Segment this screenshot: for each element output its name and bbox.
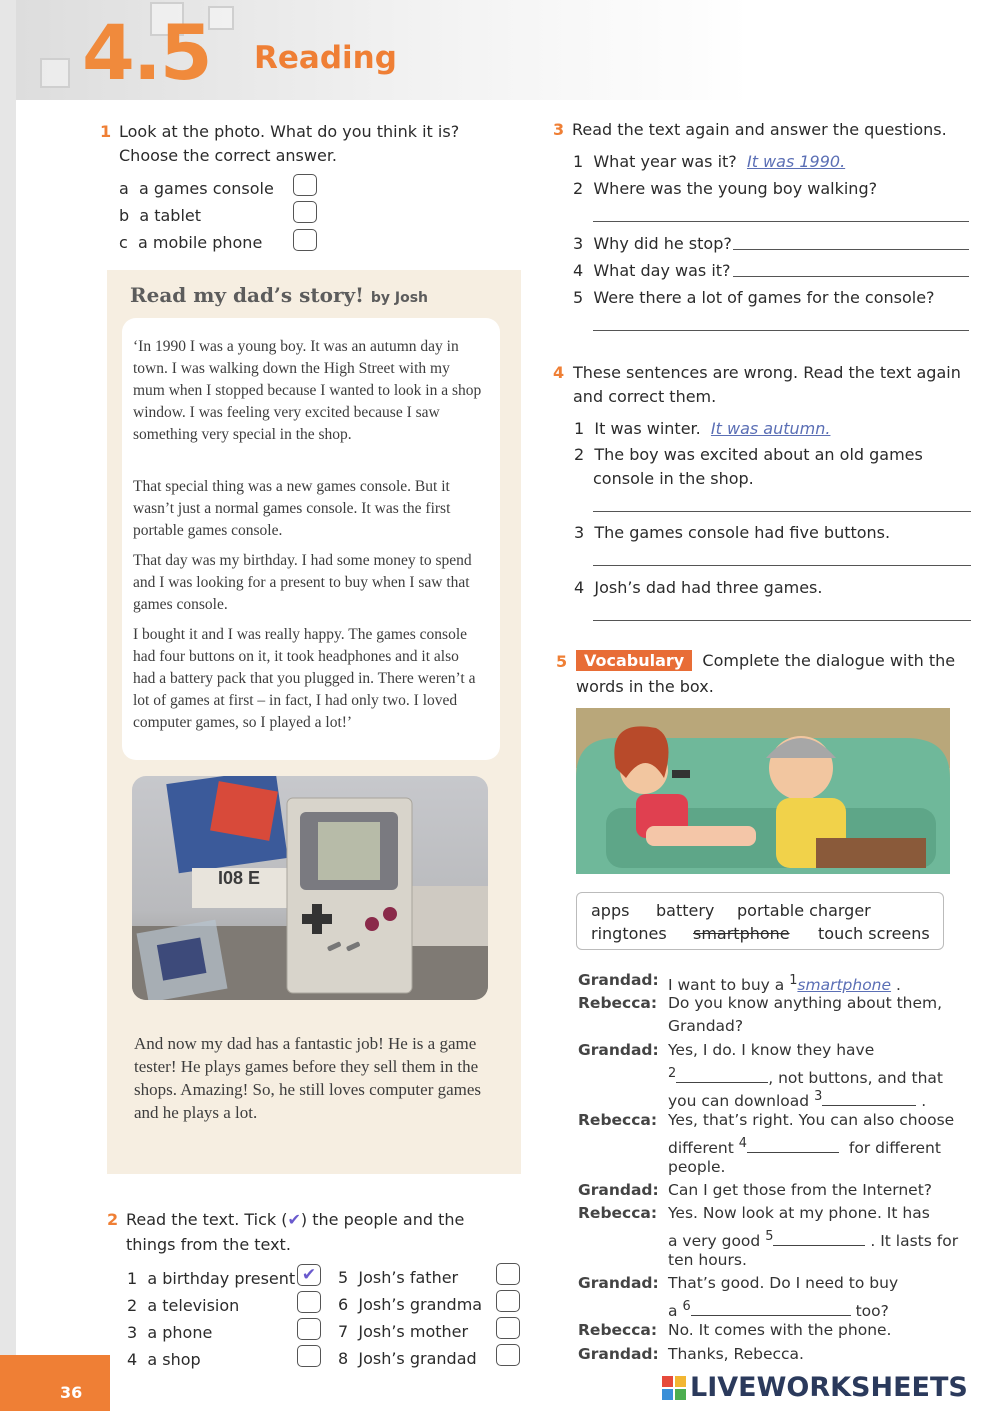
- speaker: Rebecca:: [578, 1111, 658, 1129]
- dialogue-line-3a: Yes, I do. I know they have: [668, 1041, 875, 1059]
- q4-answer-line-4[interactable]: [593, 620, 971, 621]
- q4-number: 4: [553, 363, 565, 382]
- q5-number: 5: [556, 652, 568, 671]
- q2-item-8: 8 Josh’s grandad: [338, 1349, 477, 1368]
- dialogue-line-8: No. It comes with the phone.: [668, 1321, 892, 1339]
- word-apps: apps: [591, 901, 630, 920]
- q1-prompt-2: Choose the correct answer.: [119, 146, 338, 165]
- speaker: Rebecca:: [578, 1204, 658, 1222]
- sofa-illustration: [576, 708, 950, 874]
- speaker: Grandad:: [578, 1041, 659, 1059]
- q1-checkbox-c[interactable]: [293, 229, 317, 251]
- dialogue-line-4c: people.: [668, 1158, 726, 1176]
- dialogue-line-2a: Do you know anything about them,: [668, 994, 943, 1012]
- speaker: Grandad:: [578, 971, 659, 989]
- q3-answer-line-2[interactable]: [593, 221, 969, 222]
- game-console-photo: [132, 776, 488, 1000]
- dialogue-line-9: Thanks, Rebecca.: [668, 1345, 804, 1363]
- q2-prompt-2: things from the text.: [126, 1235, 291, 1254]
- page-number: 36: [60, 1383, 83, 1402]
- q3-number: 3: [553, 120, 565, 139]
- dialogue-line-4a: Yes, that’s right. You can also choose: [668, 1111, 955, 1129]
- q2-item-3: 3 a phone: [127, 1323, 213, 1342]
- dialogue-line-3b: $^2$ , not buttons, and that: [668, 1066, 944, 1088]
- story-paragraph-2: That special thing was a new games console. But it wasn’t just a normal games console. It was the first portable games console.: [133, 478, 451, 539]
- story-paragraph-4: I bought it and I was really happy. The games console had four buttons on it, it took headphones and it also had a battery pack that you plugged in. There weren’t a lot of games at first – in fact, I had only two. I loved computer games, so I played a lot!’: [133, 626, 476, 731]
- dialogue-line-2b: Grandad?: [668, 1017, 744, 1035]
- gap-5-input[interactable]: [773, 1245, 865, 1246]
- q2-checkbox-2[interactable]: [297, 1291, 321, 1313]
- q2-checkbox-5[interactable]: [496, 1263, 520, 1285]
- dialogue-line-4b: different $^4$ for different: [668, 1136, 941, 1158]
- speaker: Grandad:: [578, 1181, 659, 1199]
- q2-item-7: 7 Josh’s mother: [338, 1322, 469, 1341]
- q1-option-a: a a games console: [119, 179, 274, 198]
- word-portable-charger: portable charger: [737, 901, 871, 920]
- speaker: Rebecca:: [578, 1321, 658, 1339]
- speaker: Grandad:: [578, 1274, 659, 1292]
- liveworksheets-logo-icon: [662, 1376, 686, 1400]
- word-smartphone-crossed: smartphone: [693, 924, 790, 943]
- q4-prompt-1: These sentences are wrong. Read the text again: [573, 363, 961, 382]
- q1-checkbox-b[interactable]: [293, 201, 317, 223]
- word-battery: battery: [656, 901, 715, 920]
- vocabulary-tag: Vocabulary: [576, 650, 692, 671]
- q1-number: 1: [100, 122, 112, 141]
- word-ringtones: ringtones: [591, 924, 667, 943]
- q2-checkbox-6[interactable]: [496, 1290, 520, 1312]
- story-paragraph-1: ‘In 1990 I was a young boy. It was an autumn day in town. I was walking down the High Street with my mum when I stopped because I wanted to look in a shop window. I was feeling very excited because I saw something very special in the shop.: [133, 338, 482, 443]
- q4-item-2: 2 The boy was excited about an old games: [574, 445, 923, 464]
- q3-prompt: Read the text again and answer the questions.: [572, 120, 947, 139]
- q5-prompt-2: words in the box.: [576, 677, 714, 696]
- q4-item-2-cont: console in the shop.: [593, 469, 754, 488]
- q4-answer-line-2[interactable]: [593, 511, 971, 512]
- dialogue-line-7a: That’s good. Do I need to buy: [668, 1274, 899, 1292]
- q2-item-5: 5 Josh’s father: [338, 1268, 459, 1287]
- q4-answer-1: It was autumn.: [710, 419, 831, 438]
- q2-checkbox-4[interactable]: [297, 1345, 321, 1367]
- grandad-rebecca-cartoon: [576, 708, 950, 874]
- game-console-illustration: [132, 776, 488, 1000]
- speaker: Rebecca:: [578, 994, 658, 1012]
- story-ending: And now my dad has a fantastic job! He is a game tester! He plays games before they sell them in the shops. Amazing! So, he still loves computer games and he plays a lot.: [134, 1034, 482, 1122]
- dialogue-line-7b: a $^6$ too?: [668, 1299, 889, 1321]
- dialogue-line-1: I want to buy a $^1$smartphone .: [668, 973, 901, 995]
- page-number-tab: [0, 1355, 110, 1411]
- q3-item-4: 4 What day was it?: [573, 261, 731, 280]
- q1-prompt-1: Look at the photo. What do you think it is?: [119, 122, 460, 141]
- svg-text:I08 E: I08 E: [218, 868, 261, 888]
- dialogue-line-6a: Yes. Now look at my phone. It has: [668, 1204, 930, 1222]
- q3-item-3: 3 Why did he stop?: [573, 234, 732, 253]
- q2-item-1: 1 a birthday present: [127, 1269, 296, 1288]
- word-touch-screens: touch screens: [818, 924, 930, 943]
- gap-3-input[interactable]: [822, 1105, 916, 1106]
- speaker: Grandad:: [578, 1345, 659, 1363]
- q4-prompt-2: and correct them.: [573, 387, 717, 406]
- q2-checkbox-7[interactable]: [496, 1317, 520, 1339]
- q1-option-b: b a tablet: [119, 206, 202, 225]
- q3-answer-line-4[interactable]: [733, 276, 969, 277]
- gap-2-input[interactable]: [676, 1082, 768, 1083]
- q3-item-5: 5 Were there a lot of games for the console?: [573, 288, 935, 307]
- q3-item-2: 2 Where was the young boy walking?: [573, 179, 878, 198]
- page-title: Reading: [254, 40, 397, 76]
- decorative-square: [40, 58, 70, 88]
- gap-4-input[interactable]: [747, 1152, 839, 1153]
- dialogue-line-5: Can I get those from the Internet?: [668, 1181, 933, 1199]
- q1-option-c: c a mobile phone: [119, 233, 263, 252]
- dialogue-line-6c: ten hours.: [668, 1251, 747, 1269]
- decorative-square: [208, 6, 234, 30]
- dialogue-line-6b: a very good $^5$ . It lasts for: [668, 1229, 959, 1251]
- q4-item-4: 4 Josh’s dad had three games.: [574, 578, 823, 597]
- q2-checkbox-3[interactable]: [297, 1318, 321, 1340]
- dialogue-line-3c: you can download $^3$ .: [668, 1089, 927, 1111]
- gap-1-answer: smartphone: [797, 976, 892, 995]
- q2-item-4: 4 a shop: [127, 1350, 201, 1369]
- unit-number: 4.5: [82, 8, 211, 97]
- q5-prompt-1: Vocabulary Complete the dialogue with the: [576, 649, 955, 672]
- story-title: Read my dad’s story! by Josh: [130, 283, 429, 307]
- q4-item-1: 1 It was winter. It was autumn.: [574, 419, 831, 438]
- q2-checkbox-8[interactable]: [496, 1344, 520, 1366]
- q2-item-6: 6 Josh’s grandma: [338, 1295, 483, 1314]
- q3-answer-1: It was 1990.: [746, 152, 846, 171]
- q3-answer-line-5[interactable]: [593, 330, 969, 331]
- q4-answer-line-3[interactable]: [593, 565, 971, 566]
- story-paragraph-3: That day was my birthday. I had some money to spend and I was looking for a present to buy when I saw that games console.: [133, 552, 472, 613]
- gap-6-input[interactable]: [691, 1315, 851, 1316]
- q4-item-3: 3 The games console had five buttons.: [574, 523, 891, 542]
- liveworksheets-brand: LIVEWORKSHEETS: [690, 1372, 968, 1403]
- q2-item-2: 2 a television: [127, 1296, 240, 1315]
- q2-prompt-1: Read the text. Tick (✔) the people and the: [126, 1210, 465, 1229]
- left-margin-band: [0, 0, 16, 1411]
- q2-checkbox-1[interactable]: ✔: [297, 1264, 321, 1286]
- q1-checkbox-a[interactable]: [293, 174, 317, 196]
- q3-answer-line-3[interactable]: [733, 249, 969, 250]
- q3-item-1: 1 What year was it? It was 1990.: [573, 152, 846, 171]
- q2-number: 2: [107, 1210, 119, 1229]
